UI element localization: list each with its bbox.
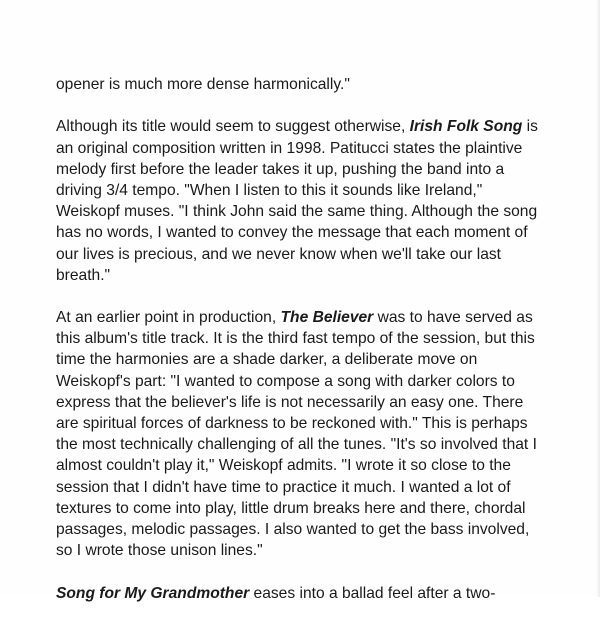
text-run: an original composition written in 1998. Patitucci states the plaintive xyxy=(56,139,523,157)
text-line xyxy=(56,349,564,370)
text-run: our lives is precious, and we never know when we'll take our last xyxy=(56,245,502,263)
text-run: passages, melodic passages. I also wanted to get the bass involved, xyxy=(56,520,530,538)
text-run: are spiritual forces of darkness to be reckoned with." This is perhaps xyxy=(56,415,528,432)
text-line xyxy=(56,307,564,328)
text-line xyxy=(56,159,564,180)
song-title: Irish Folk Song xyxy=(409,118,523,136)
text-line xyxy=(56,138,564,159)
text-run: breath." xyxy=(56,266,111,284)
text-run: has no words, I wanted to convey the message that each moment of xyxy=(56,224,528,242)
scan-edge xyxy=(596,0,600,597)
paragraph xyxy=(56,307,564,561)
text-line xyxy=(56,477,564,498)
song-title: Song for My Grandmother xyxy=(56,584,250,602)
song-title: The Believer xyxy=(280,309,374,327)
text-run: eases into a ballad feel after a two- xyxy=(249,584,496,602)
text-run: melody first before the leader takes it up, pushing the band into a xyxy=(56,160,505,178)
text-line xyxy=(56,498,564,519)
text-line xyxy=(56,222,564,243)
paragraph xyxy=(56,74,564,95)
text-line xyxy=(56,116,564,137)
text-run: time the harmonies are a shade darker, a deliberate move on xyxy=(56,351,478,369)
text-line xyxy=(56,455,564,476)
text-run: this album's title track. It is the third fast tempo of the session, but this xyxy=(56,330,535,348)
text-run: Weiskopf muses. "I think John said the same thing. Although the song xyxy=(56,203,538,221)
text-run: is xyxy=(522,118,538,136)
text-line xyxy=(56,583,564,604)
text-line xyxy=(56,180,564,201)
text-line xyxy=(56,434,564,455)
text-line xyxy=(56,540,564,561)
text-line xyxy=(56,265,564,286)
text-line xyxy=(56,392,564,413)
text-run: At an earlier point in production, xyxy=(56,309,281,327)
text-line xyxy=(56,74,564,95)
text-run: so I wrote those unison lines." xyxy=(56,542,263,560)
paragraph xyxy=(56,116,564,286)
text-run: was to have served as xyxy=(373,309,533,327)
text-run: express that the believer's life is not necessarily an easy one. There xyxy=(56,393,524,411)
text-line xyxy=(56,413,564,434)
text-line xyxy=(56,328,564,349)
liner-notes-text xyxy=(56,74,564,625)
text-line xyxy=(56,201,564,222)
text-run: Although its title would seem to suggest otherwise, xyxy=(56,118,410,136)
text-run: driving 3/4 tempo. "When I listen to this it sounds like Ireland," xyxy=(56,181,483,199)
text-run: the most technically challenging of all the tunes. "It's so involved that I xyxy=(56,436,537,454)
text-line xyxy=(56,371,564,392)
text-run: almost couldn't play it," Weiskopf admits. "I wrote it so close to the xyxy=(56,457,511,475)
paragraph xyxy=(56,583,564,604)
text-run: opener is much more dense harmonically." xyxy=(56,76,350,93)
text-run: Weiskopf's part: "I wanted to compose a song with darker colors to xyxy=(56,372,515,390)
text-line xyxy=(56,244,564,265)
text-line xyxy=(56,519,564,540)
text-run: session that I didn't have time to practice it much. I wanted a lot of xyxy=(56,478,511,496)
text-run: textures to come into play, little drum breaks here and there, chordal xyxy=(56,499,526,517)
